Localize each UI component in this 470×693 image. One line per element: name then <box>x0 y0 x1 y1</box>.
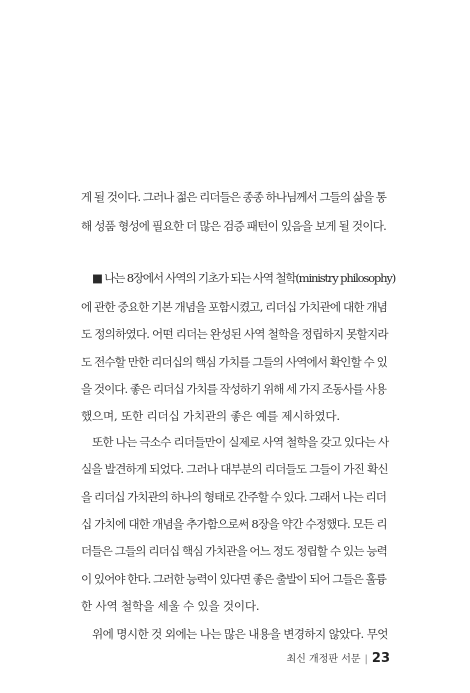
text-line: 또한 나는 극소수 리더들만이 실제로 사역 철학을 갖고 있다는 사 <box>92 435 389 449</box>
text-line: 도 전수할 만한 리더십의 핵심 가치를 그들의 사역에서 확인할 수 있 <box>81 355 387 369</box>
text-line: 실을 발견하게 되었다. 그러나 대부분의 리더들도 그들이 가진 확신 <box>81 462 388 476</box>
text-line: 이 있어야 한다. 그러한 능력이 있다면 좋은 출발이 되어 그들은 훌륭 <box>81 572 386 586</box>
footer-separator: | <box>364 654 368 665</box>
text-line: 한 사역 철학을 세울 수 있을 것이다. <box>81 599 260 613</box>
text-line: 십 가치에 대한 개념을 추가함으로써 8장을 약간 수정했다. 모든 리 <box>81 517 387 531</box>
text-line: 도 정의하였다. 어떤 리더는 완성된 사역 철학을 정립하지 못할지라 <box>81 327 388 341</box>
text-line: 에 관한 중요한 기본 개념을 포함시켰고, 리더십 가치관에 대한 개념 <box>81 300 387 314</box>
text-line: 을 것이다. 좋은 리더십 가치를 작성하기 위해 세 가지 조동사를 사용 <box>81 382 386 396</box>
page-number: 23 <box>371 651 390 666</box>
text-line: 을 리더십 가치관의 하나의 형태로 간주할 수 있다. 그래서 나는 리더 <box>81 490 386 504</box>
text-line: 더들은 그들의 리더십 핵심 가치관을 어느 정도 정립할 수 있는 능력 <box>81 544 387 558</box>
text-line: 게 될 것이다. 그러나 젊은 리더들은 종종 하나님께서 그들의 삶을 통 <box>81 190 386 204</box>
text-line: 위에 명시한 것 외에는 나는 많은 내용을 변경하지 않았다. 무엇 <box>92 627 388 641</box>
text-line: 했으며, 또한 리더십 가치관의 좋은 예를 제시하였다. <box>81 409 340 423</box>
text-line: 해 성품 형성에 필요한 더 많은 검증 패턴이 있음을 보게 될 것이다. <box>81 219 387 233</box>
text-line: ■ 나는 8장에서 사역의 기초가 되는 사역 철학(ministry philosophy) <box>92 271 396 285</box>
page-footer <box>287 650 390 666</box>
running-title: 최신 개정판 서문 <box>286 654 361 665</box>
